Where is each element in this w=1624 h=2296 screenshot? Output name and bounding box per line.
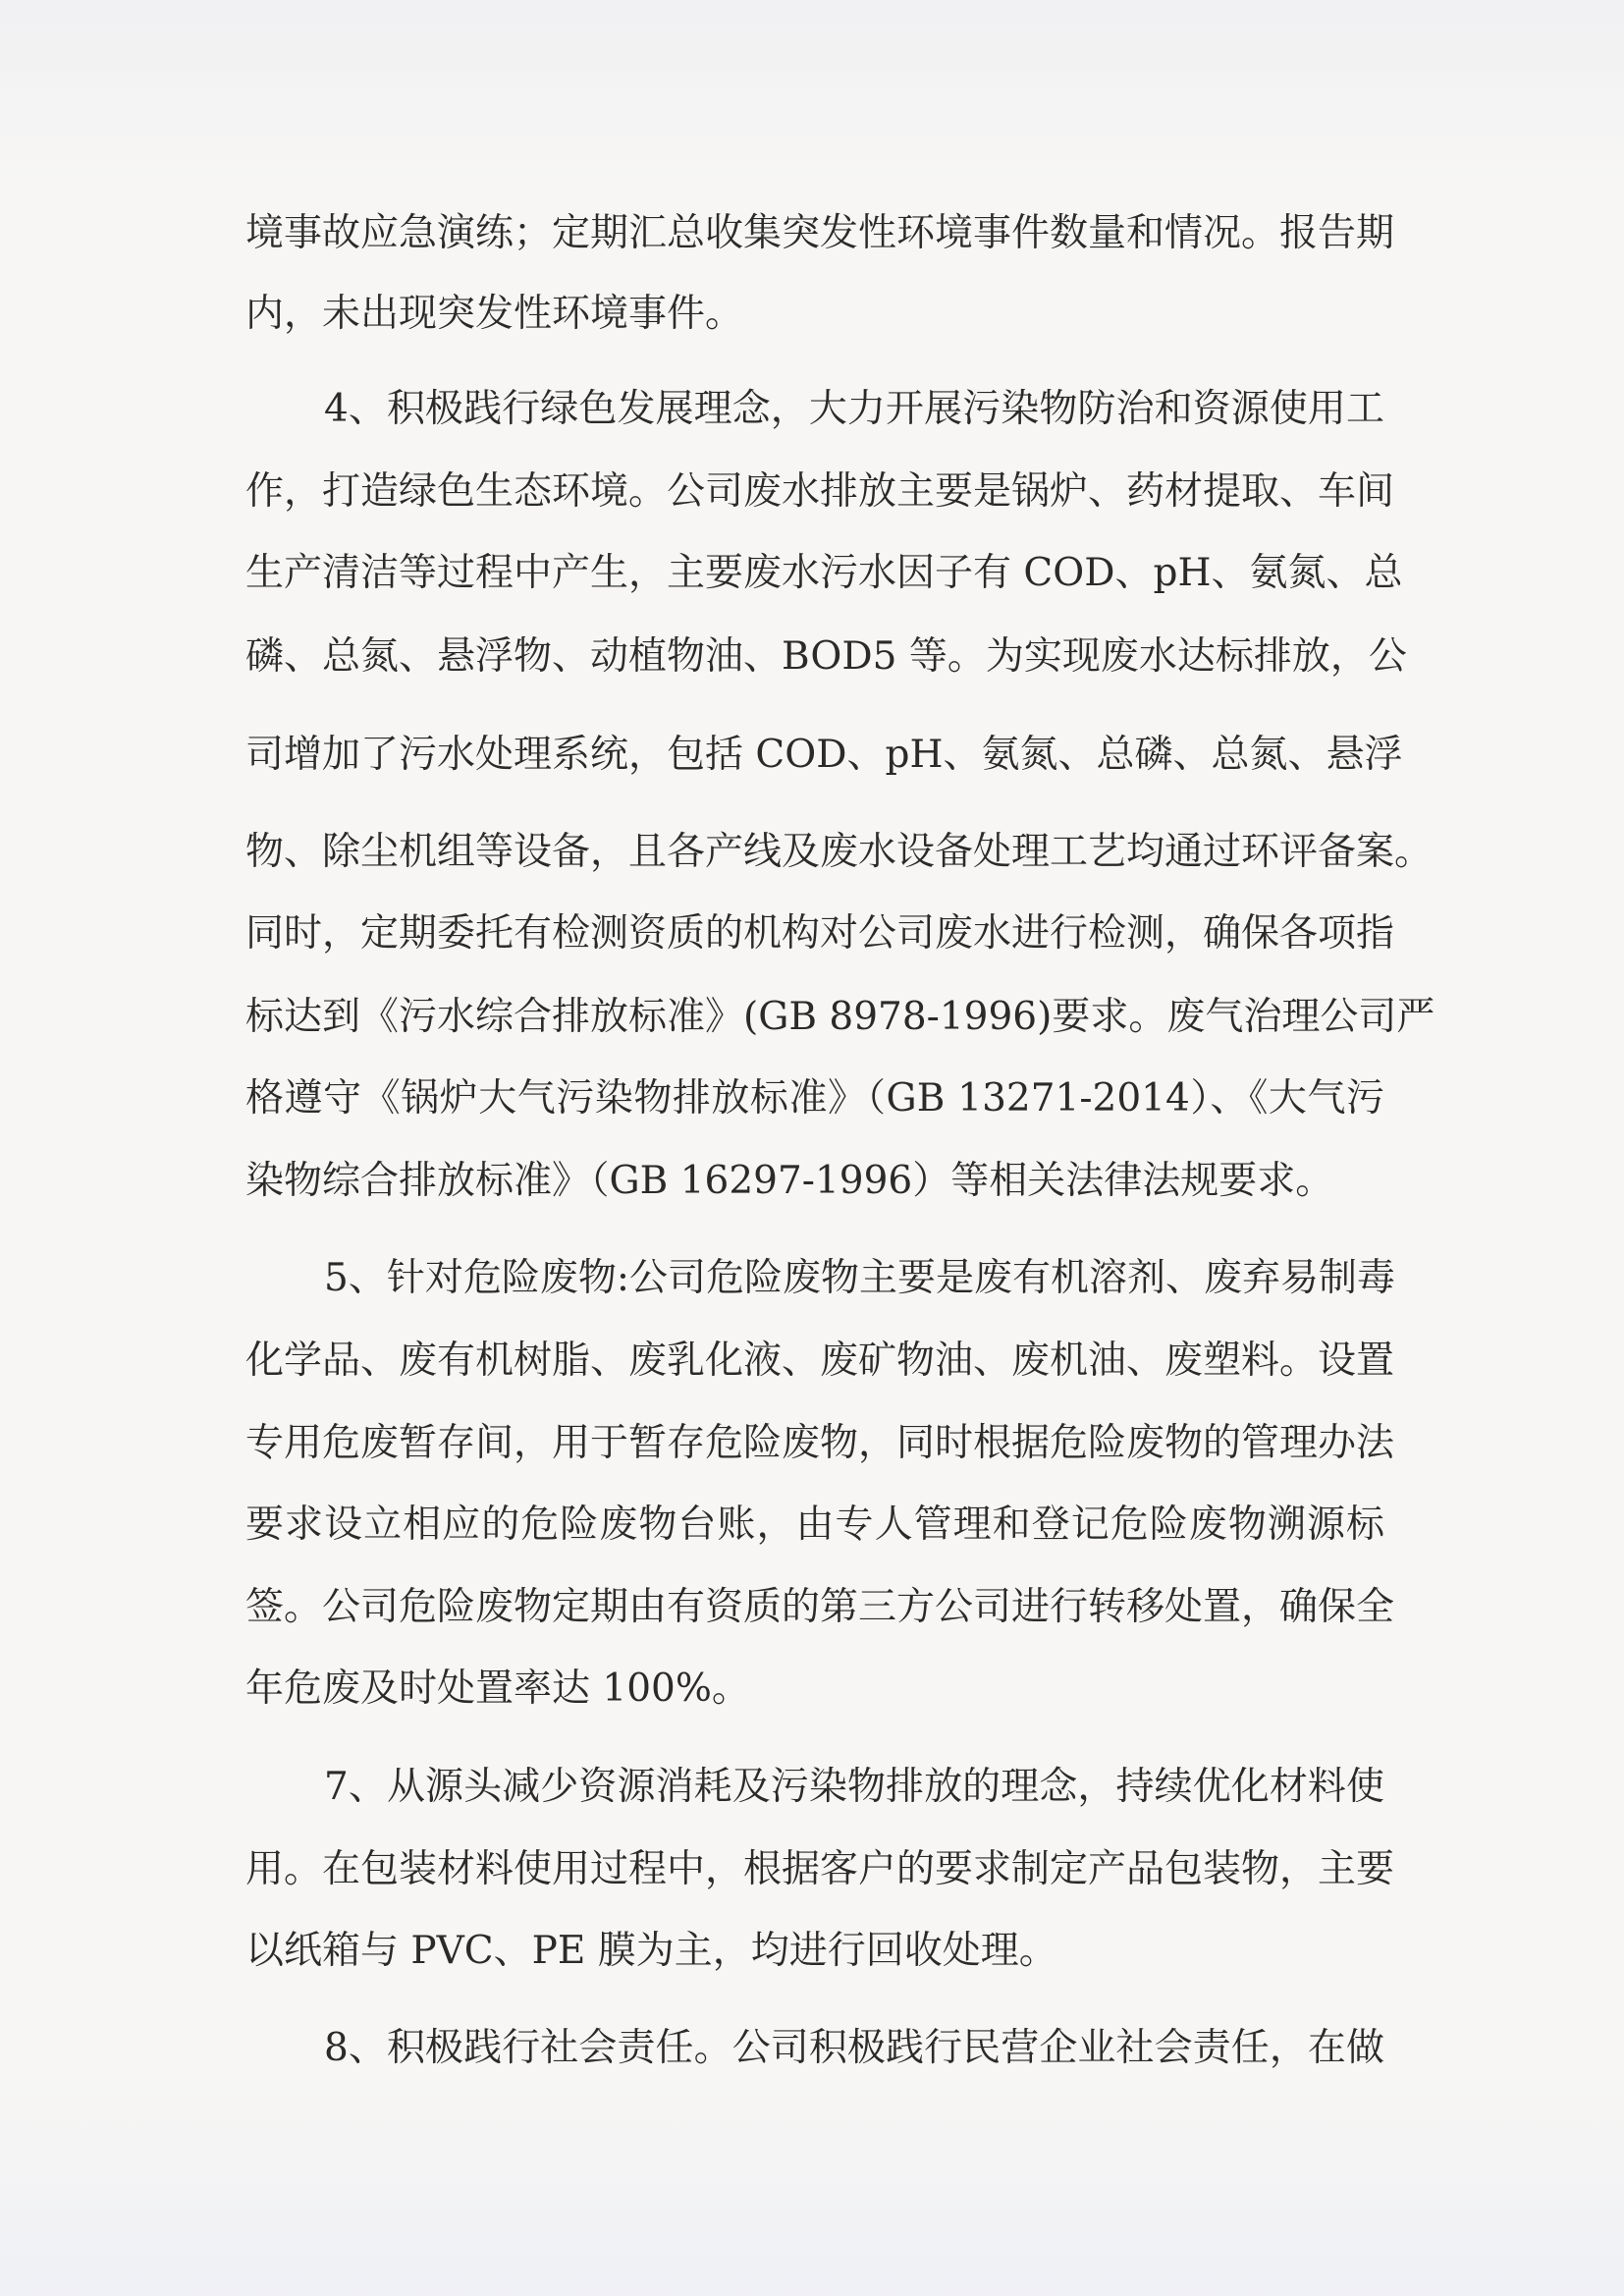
text-line: 化学品、废有机树脂、废乳化液、废矿物油、废机油、废塑料。设置 [245, 1339, 1395, 1383]
text-line: 格遵守《锅炉大气污染物排放标准》（GB 13271-2014）、《大气污 [245, 1076, 1384, 1121]
text-line: 签。公司危险废物定期由有资质的第三方公司进行转移处置，确保全 [245, 1585, 1395, 1629]
text-line: 同时，定期委托有检测资质的机构对公司废水进行检测，确保各项指 [245, 911, 1395, 956]
text-line: 以纸箱与 PVC、PE 膜为主，均进行回收处理。 [245, 1929, 1057, 1973]
text-line: 作，打造绿色生态环境。公司废水排放主要是锅炉、药材提取、车间 [245, 469, 1395, 514]
text-line: 8、积极践行社会责任。公司积极践行民营企业社会责任，在做 [324, 2026, 1384, 2070]
text-line: 标达到《污水综合排放标准》(GB 8978-1996)要求。废气治理公司严 [245, 995, 1435, 1039]
text-line: 4、积极践行绿色发展理念，大力开展污染物防治和资源使用工 [324, 387, 1384, 431]
text-line: 司增加了污水处理系统，包括 COD、pH、氨氮、总磷、总氮、悬浮 [245, 733, 1403, 777]
text-line: 5、针对危险废物:公司危险废物主要是废有机溶剂、废弃易制毒 [324, 1256, 1395, 1300]
text-line: 用。在包装材料使用过程中，根据客户的要求制定产品包装物，主要 [245, 1847, 1395, 1891]
text-line: 生产清洁等过程中产生，主要废水污水因子有 COD、pH、氨氮、总 [245, 551, 1403, 595]
text-line: 专用危废暂存间，用于暂存危险废物，同时根据危险废物的管理办法 [245, 1421, 1395, 1465]
text-line: 染物综合排放标准》（GB 16297-1996）等相关法律法规要求。 [245, 1159, 1334, 1203]
text-line: 年危废及时处置率达 100%。 [245, 1667, 750, 1711]
text-line: 物、除尘机组等设备，且各产线及废水设备处理工艺均通过环评备案。 [245, 830, 1434, 874]
text-line: 内，未出现突发性环境事件。 [245, 292, 744, 336]
text-line: 境事故应急演练；定期汇总收集突发性环境事件数量和情况。报告期 [245, 211, 1395, 255]
text-line: 磷、总氮、悬浮物、动植物油、BOD5 等。为实现废水达标排放，公 [245, 634, 1407, 679]
text-line: 要求设立相应的危险废物台账，由专人管理和登记危险废物溯源标 [245, 1503, 1384, 1547]
text-line: 7、从源头减少资源消耗及污染物排放的理念，持续优化材料使 [324, 1765, 1384, 1809]
